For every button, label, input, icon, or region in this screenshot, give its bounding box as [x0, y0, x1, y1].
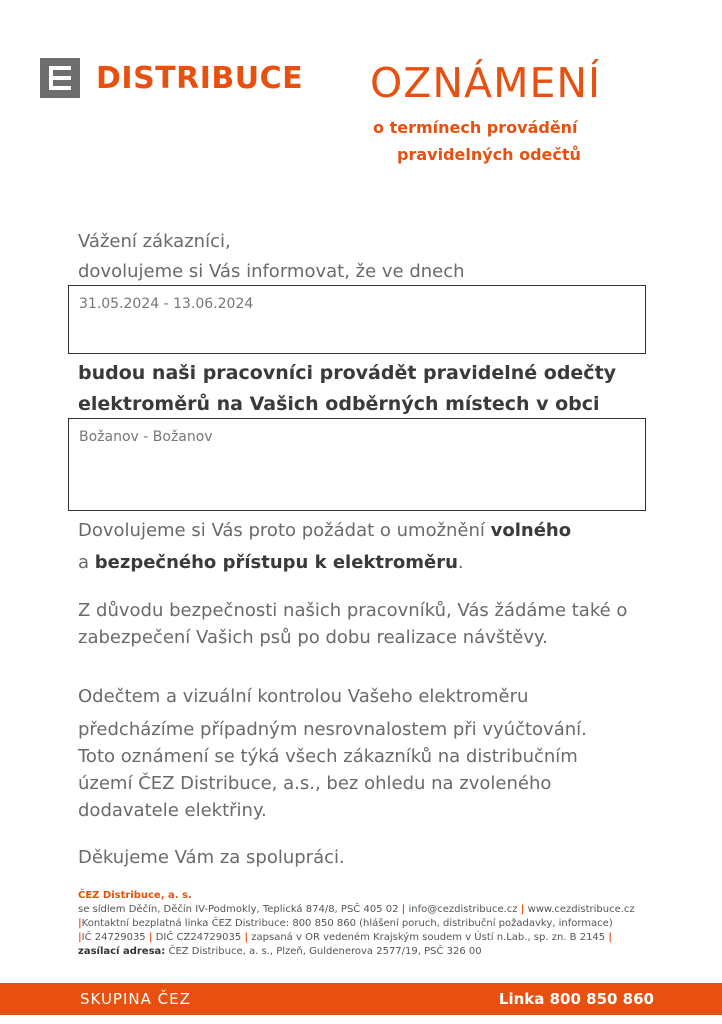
request-bold-access: bezpečného přístupu k elektroměru [94, 552, 458, 573]
group-name: SKUPINA ČEZ [80, 990, 191, 1008]
footer-mail-address: ČEZ Distribuce, a. s., Plzeň, Guldenerova 2577/19, PSČ 326 00 [168, 946, 482, 957]
notice-title: OZNÁMENÍ [370, 59, 602, 107]
footer-separator: | [148, 932, 153, 943]
notice-subtitle-line1: o termínech provádění [373, 118, 578, 137]
info-line2: předcházíme případným nesrovnalostem při vyúčtování. [78, 719, 587, 740]
info-line3: Toto oznámení se týká všech zákazníků na distribučním [78, 746, 578, 767]
footer-dic: DIČ CZ24729035 [155, 932, 242, 943]
request-text: Dovolujeme si Vás proto požádat o umožnění [78, 520, 491, 541]
hotline-number: Linka 800 850 860 [498, 990, 654, 1008]
request-text-2: a [78, 552, 95, 573]
info-line4: území ČEZ Distribuce, a.s., bez ohledu na zvoleného [78, 773, 552, 794]
brand-name: DISTRIBUCE [96, 61, 304, 96]
footer-web: www.cezdistribuce.cz [527, 904, 635, 915]
footer-line2 [78, 917, 613, 931]
notice-subtitle-line2: pravidelných odečtů [397, 145, 581, 164]
location-value: Božanov - Božanov [79, 429, 213, 445]
footer-mail-label: zasílací adresa: [78, 946, 166, 957]
footer-line4 [78, 945, 482, 959]
info-line5: dodavatele elektřiny. [78, 800, 267, 821]
cez-logo-icon [40, 58, 80, 98]
footer-separator: | [520, 904, 525, 915]
dog-notice-line1: Z důvodu bezpečnosti našich pracovníků, Vás žádáme také o [78, 600, 628, 621]
footer-line1 [78, 903, 635, 917]
footer-seat: se sídlem Děčín, Děčín IV-Podmokly, Teplická 874/8, PSČ 405 02 [78, 904, 399, 915]
greeting: Vážení zákazníci, [78, 231, 231, 252]
request-bold-free: volného [490, 520, 572, 541]
lead-text-line1: budou naši pracovníci provádět pravidelné odečty [78, 362, 617, 384]
lead-text-line2: elektroměrů na Vašich odběrných místech v obci [78, 393, 600, 415]
date-range-field [68, 285, 646, 354]
footer-separator: | [608, 932, 613, 943]
footer-separator: | [78, 918, 82, 929]
footer-hotline-info: Kontaktní bezplatná linka ČEZ Distribuce: 800 850 860 (hlášení poruch, distribuční požadavky, informace) [81, 918, 613, 929]
location-field [68, 418, 646, 511]
thanks-text: Děkujeme Vám za spolupráci. [78, 847, 345, 868]
footer-line3 [78, 931, 612, 945]
footer-email: info@cezdistribuce.cz [408, 904, 518, 915]
info-line1: Odečtem a vizuální kontrolou Vašeho elektroměru [78, 686, 529, 707]
footer-separator: | [244, 932, 249, 943]
footer-separator: | [401, 904, 406, 915]
request-line2 [78, 549, 464, 577]
footer-company: ČEZ Distribuce, a. s. [78, 890, 192, 901]
date-range-value: 31.05.2024 - 13.06.2024 [79, 296, 254, 312]
footer-registry: zapsaná v OR vedeném Krajským soudem v Ústí n.Lab., sp. zn. B 2145 [251, 932, 606, 943]
request-line1 [78, 517, 571, 545]
footer-ico: IČ 24729035 [81, 932, 146, 943]
request-end: . [457, 552, 464, 573]
intro-text: dovolujeme si Vás informovat, že ve dnech [78, 261, 465, 282]
footer-separator: | [78, 932, 82, 943]
dog-notice-line2: zabezpečení Vašich psů po dobu realizace návštěvy. [78, 627, 548, 648]
